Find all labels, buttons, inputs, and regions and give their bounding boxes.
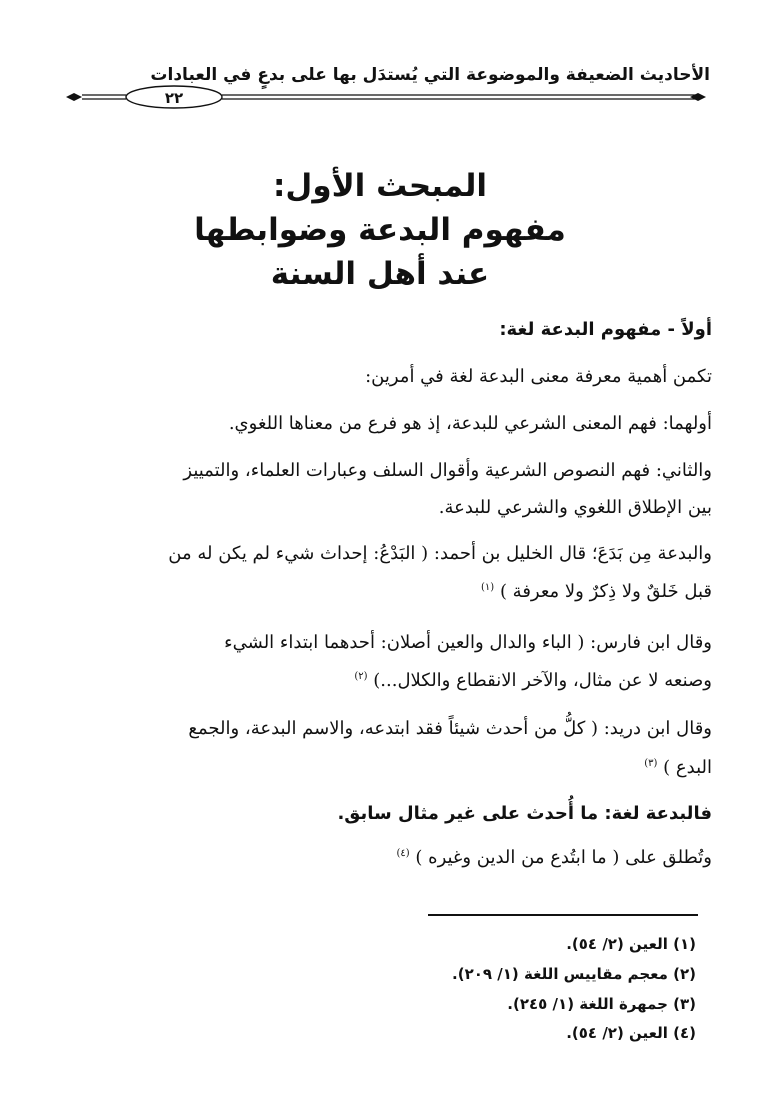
chapter-heading-line-1: المبحث الأول: [273,168,487,204]
footnote-3: (٣) جمهرة اللغة (١/ ٢٤٥). [507,995,696,1013]
paragraph-5-text: وصنعه لا عن مثال، والآخر الانقطاع والكلال...) [373,670,712,691]
footnote-reference-1: (١) [481,582,495,593]
footnote-reference-4: (٤) [396,848,410,859]
paragraph-4-line-1: والبدعة مِن بَدَعَ؛ قال الخليل بن أحمد: ( البَدْعُ: إحداث شيء لم يكن له من [168,543,712,564]
footnote-reference-2: (٢) [354,671,368,682]
paragraph-8 [66,846,712,870]
paragraph-3-line-1: والثاني: فهم النصوص الشرعية وأقوال السلف وعبارات العلماء، والتمييز [183,460,712,481]
chapter-heading-line-2: مفهوم البدعة وضوابطها [194,212,566,248]
page-number: ٢٢ [164,89,184,107]
paragraph-7-definition: فالبدعة لغة: ما أُحدث على غير مثال سابق. [337,803,712,824]
paragraph-5-line-1: وقال ابن فارس: ( الباء والدال والعين أصلان: أحدهما ابتداء الشيء [224,632,712,653]
footnote-reference-3: (٣) [644,758,658,769]
footnote-separator-rule [428,914,698,916]
footnote-4: (٤) العين (٢/ ٥٤). [566,1024,696,1042]
paragraph-6-line-1: وقال ابن دريد: ( كلُّ من أحدث شيئاً فقد ابتدعه، والاسم البدعة، والجمع [188,718,712,739]
paragraph-2-rest: فهم المعنى الشرعي للبدعة، إذ هو فرع من معناها اللغوي. [228,413,663,434]
paragraph-2-lead: أولهما: [662,413,712,434]
paragraph-6-text: البدع ) [663,757,712,778]
paragraph-6-line-2 [66,756,712,780]
chapter-heading [80,164,680,296]
section-title: أولاً - مفهوم البدعة لغة: [499,319,712,340]
paragraph-4-line-2 [66,580,712,604]
paragraph-4-text: قبل خَلقٌ ولا ذِكرٌ ولا معرفة ) [499,581,712,602]
paragraph-2 [66,412,712,436]
paragraph-1: تكمن أهمية معرفة معنى البدعة لغة في أمرين: [365,366,712,387]
running-header-title: الأحاديث الضعيفة والموضوعة التي يُستدَل بها على بدعٍ في العبادات [150,65,710,85]
paragraph-5-line-2 [66,669,712,693]
paragraph-8-text: وتُطلق على ( ما ابتُدع من الدين وغيره ) [415,847,712,868]
paragraph-3-line-2: بين الإطلاق اللغوي والشرعي للبدعة. [438,497,712,518]
chapter-heading-line-3: عند أهل السنة [270,256,490,292]
footnote-1: (١) العين (٢/ ٥٤). [566,935,696,953]
footnote-2: (٢) معجم مقاييس اللغة (١/ ٢٠٩). [452,965,696,983]
